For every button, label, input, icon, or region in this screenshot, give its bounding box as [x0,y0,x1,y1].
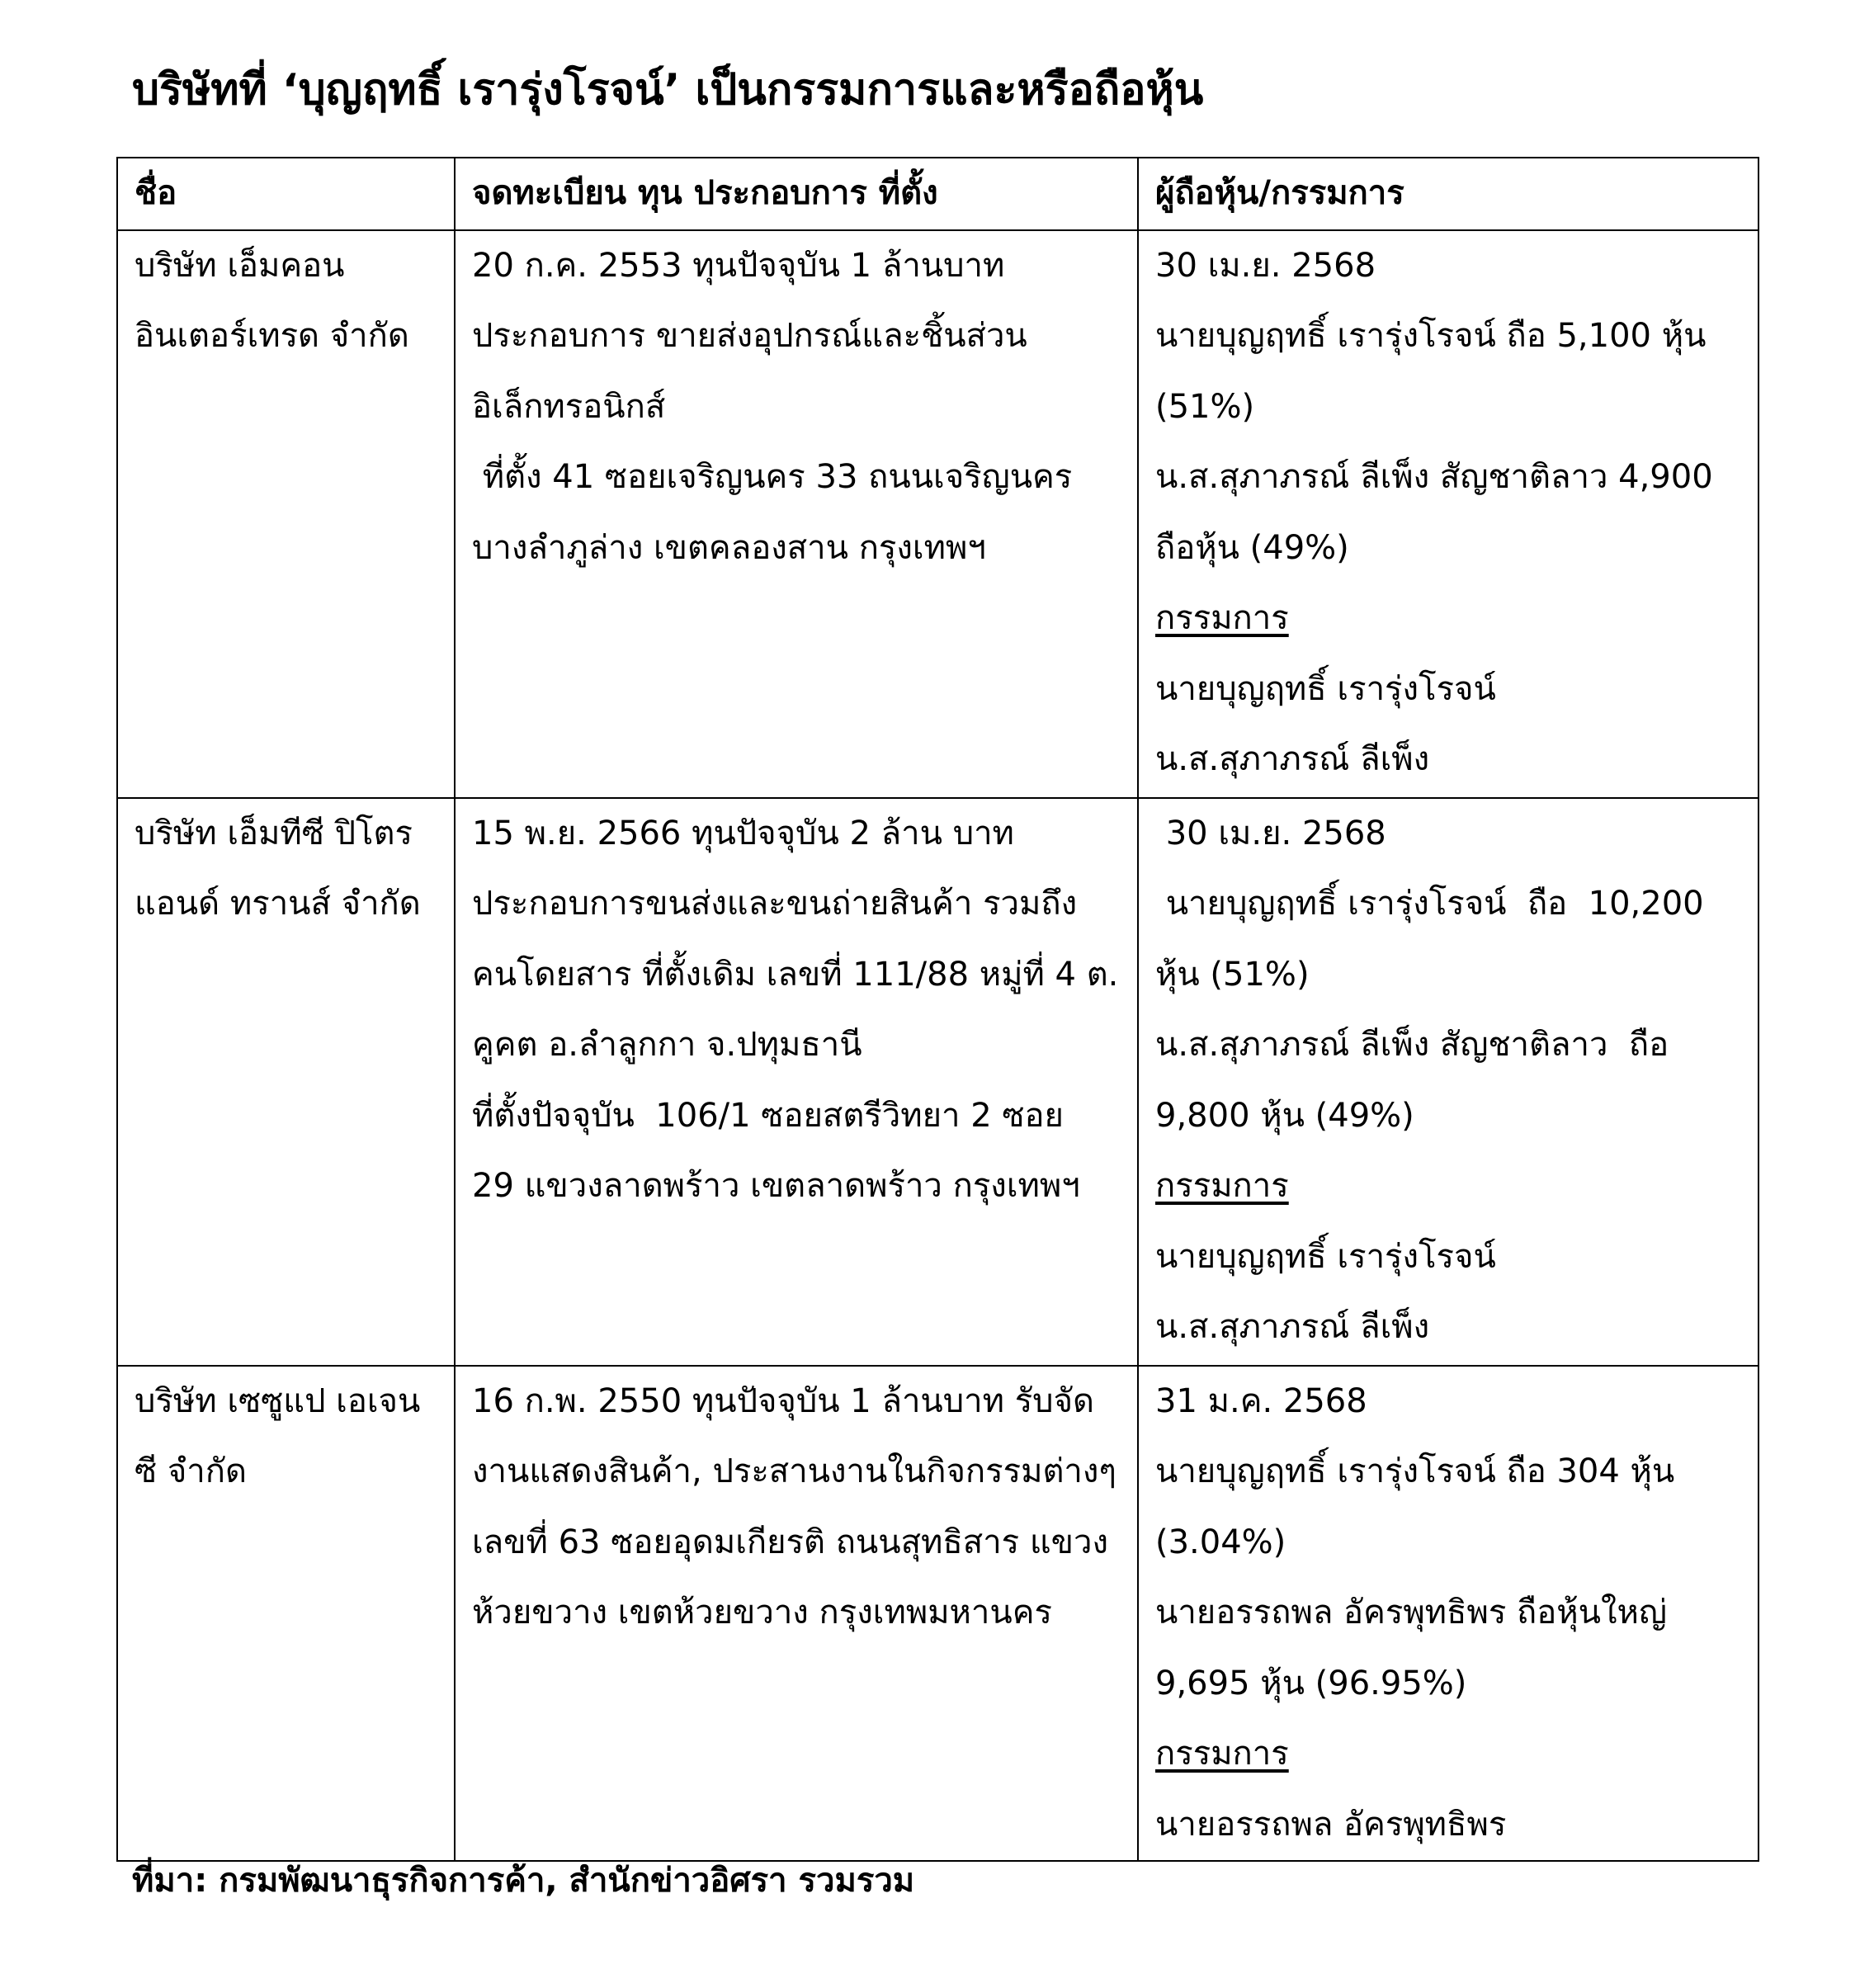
director-line: นายอรรถพล อัครพุทธิพร [1155,1805,1507,1844]
company-name-line: บริษัท เอ็มคอน [135,246,345,285]
company-name-cell [117,798,455,1366]
table-row [117,1366,1759,1862]
shareholder-line: 9,695 หุ้น (96.95%) [1155,1664,1467,1702]
company-name-line: อินเตอร์เทรด จำกัด [135,317,409,355]
company-table [116,157,1759,1862]
column-header-registration: จดทะเบียน ทุน ประกอบการ ที่ตั้ง [455,158,1138,230]
shareholders-cell [1138,798,1759,1366]
registration-cell [455,230,1138,798]
column-header-shareholders: ผู้ถือหุ้น/กรรมการ [1138,158,1759,230]
registration-line: เลขที่ 63 ซอยอุดมเกียรติ ถนนสุทธิสาร แขวง [472,1523,1108,1561]
registration-line: 20 ก.ค. 2553 ทุนปัจจุบัน 1 ล้านบาท [472,246,1005,285]
company-name-line: บริษัท เอ็มทีซี ปิโตร [135,814,413,852]
registration-line: 15 พ.ย. 2566 ทุนปัจจุบัน 2 ล้าน บาท [472,814,1014,852]
registration-line: ห้วยขวาง เขตห้วยขวาง กรุงเทพมหานคร [472,1594,1052,1631]
registration-line: 16 ก.พ. 2550 ทุนปัจจุบัน 1 ล้านบาท รับจัด [472,1381,1094,1420]
registration-line: คนโดยสาร ที่ตั้งเดิม เลขที่ 111/88 หมู่ที่ 4 ต. [472,955,1119,994]
source-note: ที่มา: กรมพัฒนาธุรกิจการค้า, สำนักข่าวอิศรา รวมรวม [132,1862,915,1900]
directors-label: กรรมการ [1155,599,1289,637]
director-line: น.ส.สุภาภรณ์ ลีเพ็ง [1155,1308,1430,1346]
table-row [117,230,1759,798]
shareholder-line: นายบุญฤทธิ์ เรารุ่งโรจน์ ถือ 304 หุ้น [1155,1452,1675,1490]
registration-cell [455,798,1138,1366]
registration-line: ประกอบการ ขายส่งอุปกรณ์และชิ้นส่วน [472,317,1027,355]
registration-line: อิเล็กทรอนิกส์ [472,387,666,426]
director-line: นายบุญฤทธิ์ เรารุ่งโรจน์ [1155,669,1496,708]
director-line: นายบุญฤทธิ์ เรารุ่งโรจน์ [1155,1237,1496,1276]
table-row [117,798,1759,1366]
registration-line: ที่ตั้ง 41 ซอยเจริญนคร 33 ถนนเจริญนคร [472,458,1073,496]
registration-line: ที่ตั้งปัจจุบัน 106/1 ซอยสตรีวิทยา 2 ซอย [472,1096,1064,1135]
shareholder-line: 9,800 หุ้น (49%) [1155,1096,1414,1135]
shareholders-cell [1138,1366,1759,1862]
company-name-line: บริษัท เซซูแป เอเจน [135,1381,421,1420]
shareholder-line: นายอรรถพล อัครพุทธิพร ถือหุ้นใหญ่ [1155,1594,1667,1631]
registration-cell [455,1366,1138,1862]
director-line: น.ส.สุภาภรณ์ ลีเพ็ง [1155,740,1430,778]
registration-line: คูคต อ.ลำลูกกา จ.ปทุมธานี [472,1026,862,1064]
shareholders-cell [1138,230,1759,798]
shareholder-line: 31 ม.ค. 2568 [1155,1381,1367,1420]
company-name-line: แอนด์ ทรานส์ จำกัด [135,885,421,923]
registration-line: ประกอบการขนส่งและขนถ่ายสินค้า รวมถึง [472,885,1078,923]
column-header-name: ชื่อ [117,158,455,230]
directors-label: กรรมการ [1155,1735,1289,1773]
shareholder-line: (3.04%) [1155,1523,1286,1561]
shareholder-line: นายบุญฤทธิ์ เรารุ่งโรจน์ ถือ 5,100 หุ้น [1155,317,1707,355]
registration-line: 29 แขวงลาดพร้าว เขตลาดพร้าว กรุงเทพฯ [472,1167,1080,1205]
company-name-line: ซี จำกัด [135,1452,247,1490]
company-name-cell [117,230,455,798]
shareholder-line: น.ส.สุภาภรณ์ ลีเพ็ง สัญชาติลาว ถือ [1155,1026,1669,1064]
registration-line: งานแสดงสินค้า, ประสานงานในกิจกรรมต่างๆ [472,1452,1116,1490]
shareholder-line: ถือหุ้น (49%) [1155,528,1349,567]
shareholder-line: หุ้น (51%) [1155,955,1310,994]
directors-label: กรรมการ [1155,1167,1289,1205]
shareholder-line: (51%) [1155,387,1255,426]
company-name-cell [117,1366,455,1862]
shareholder-line: นายบุญฤทธิ์ เรารุ่งโรจน์ ถือ 10,200 [1155,885,1704,923]
registration-line: บางลำภูล่าง เขตคลองสาน กรุงเทพฯ [472,528,986,567]
table-header-row [117,158,1759,230]
shareholder-line: 30 เม.ย. 2568 [1155,246,1376,285]
page-title: บริษัทที่ ‘บุญฤทธิ์ เรารุ่งโรจน์’ เป็นกรรมการและหรือถือหุ้น [132,65,1204,115]
shareholder-line: 30 เม.ย. 2568 [1155,814,1386,852]
shareholder-line: น.ส.สุภาภรณ์ ลีเพ็ง สัญชาติลาว 4,900 [1155,458,1713,496]
